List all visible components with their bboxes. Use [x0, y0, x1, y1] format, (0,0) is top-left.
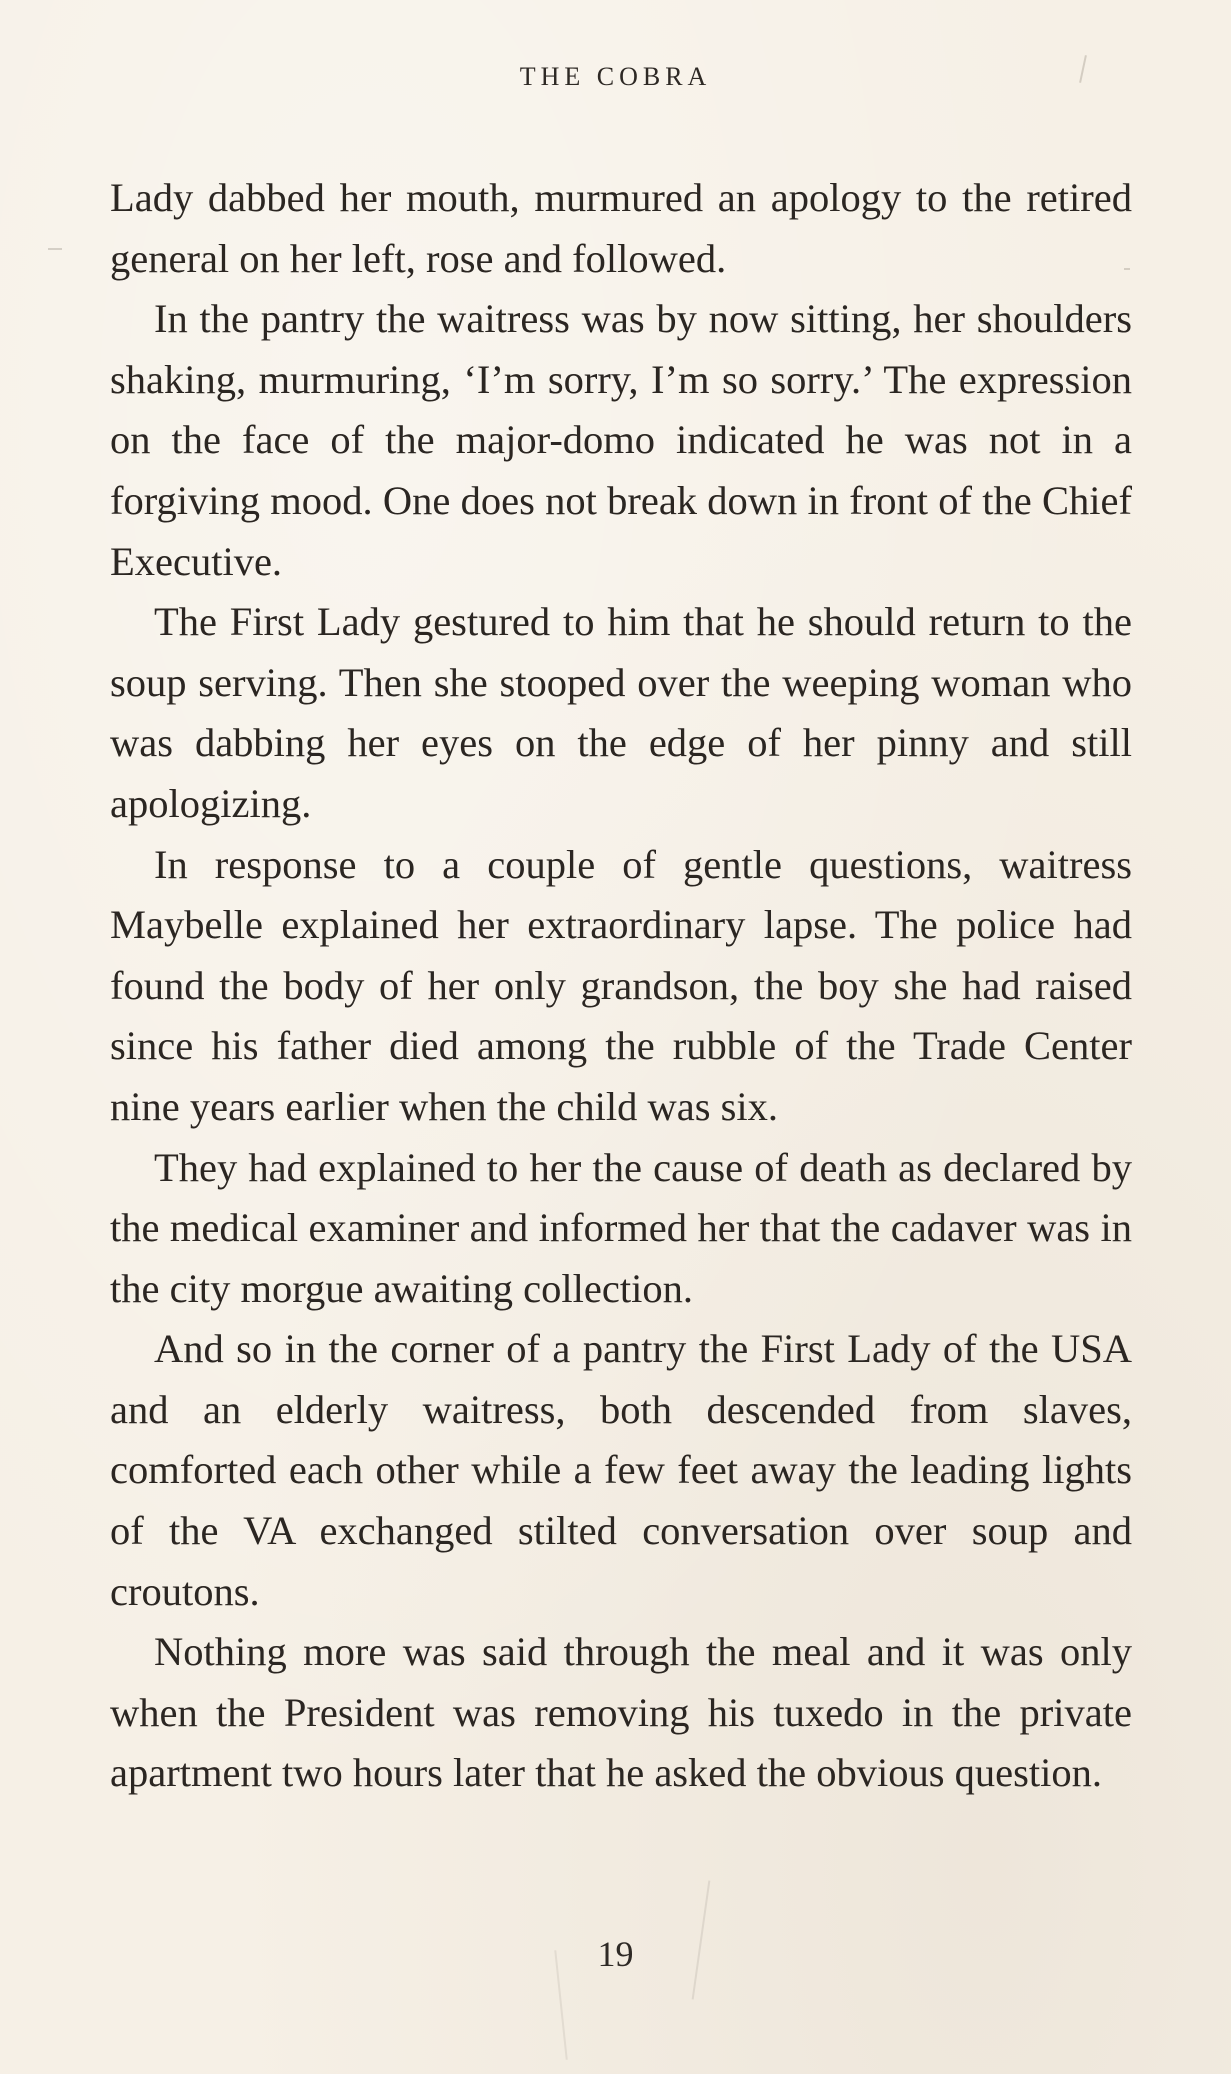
running-head: THE COBRA [519, 62, 712, 91]
paragraph: In the pantry the waitress was by now sitting, her shoulders shaking, murmuring, ‘I’m sorry, I’m so sorry.’ The expression on the face of the major-domo indicated he was not in a forgiving mood. One does not break down in front of the Chief Executive. [110, 296, 1132, 584]
paragraph: And so in the corner of a pantry the First Lady of the USA and an elderly waitress, both descended from slaves, comforted each other while a few feet away the leading lights of the VA exchanged stilted conversation over soup and croutons. [110, 1326, 1132, 1614]
body-text [110, 168, 1132, 1804]
paragraph: They had explained to her the cause of death as declared by the medical examiner and informed her that the cadaver was in the city morgue awaiting collection. [110, 1144, 1132, 1311]
page-number: 19 [597, 1934, 634, 1974]
paragraph: In response to a couple of gentle questions, waitress Maybelle explained her extraordinary lapse. The police had found the body of her only grandson, the boy she had raised since his father died among the rubble of the Trade Center nine years earlier when the child was six. [110, 841, 1132, 1129]
paragraph: Nothing more was said through the meal and it was only when the President was removing his tuxedo in the private apartment two hours later that he asked the obvious question. [110, 1629, 1132, 1796]
paper-mark [48, 248, 62, 250]
paragraph: The First Lady gestured to him that he should return to the soup serving. Then she stooped over the weeping woman who was dabbing her eyes on the edge of her pinny and still apologizing. [110, 599, 1132, 826]
paragraph: Lady dabbed her mouth, murmured an apology to the retired general on her left, rose and followed. [110, 175, 1132, 281]
